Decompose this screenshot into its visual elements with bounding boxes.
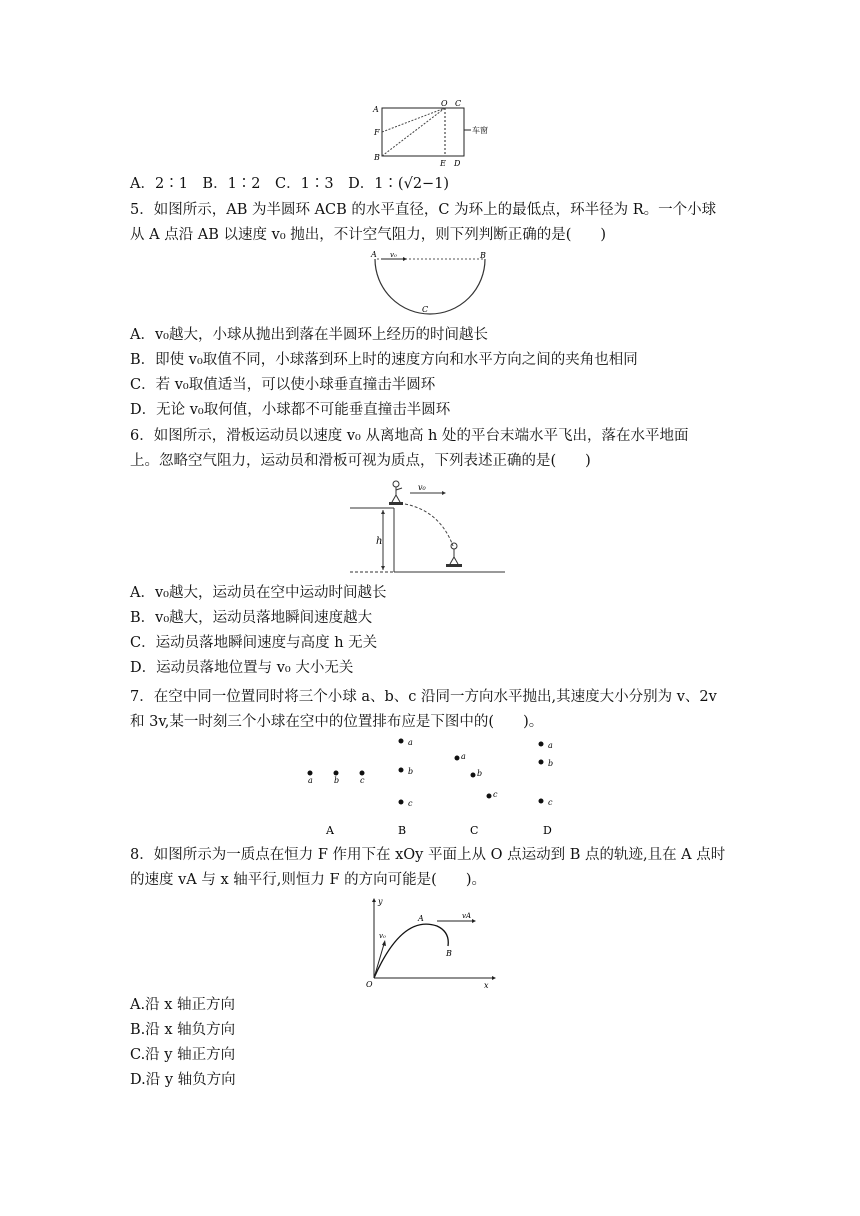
q8-option-C: C.沿 y 轴正方向 [130, 1047, 236, 1063]
label-F: F [374, 128, 380, 137]
q8-option-A: A.沿 x 轴正方向 [130, 997, 235, 1013]
panel-B [398, 738, 413, 837]
label-B: B [446, 949, 452, 958]
q8-stem-line1: 8．如图所示为一质点在恒力 F 作用下在 xOy 平面上从 O 点运动到 B 点的轨迹,且在 A 点时 [130, 847, 726, 863]
q5-option-A: A．v₀越大，小球从抛出到落在半圆环上经历的时间越长 [130, 327, 488, 343]
skateboarder-figure [350, 476, 510, 578]
q6-option-D: D．运动员落地位置与 v₀ 大小无关 [130, 660, 354, 676]
label-C: C [455, 100, 462, 108]
panel-label-A: A [326, 824, 334, 837]
car-window-figure [365, 100, 495, 170]
panel-C [455, 752, 499, 837]
axis-label-y: y [378, 897, 383, 906]
ball-label-a: a [408, 738, 413, 747]
label-E: E [440, 159, 446, 168]
label-B: B [480, 251, 486, 260]
ball-label-c: c [493, 790, 498, 799]
semicircle-figure [365, 249, 495, 321]
q8-stem-line2: 的速度 vA 与 x 轴平行,则恒力 F 的方向可能是( )。 [130, 872, 486, 888]
ball-label-b: b [408, 767, 414, 776]
label-v0: v₀ [390, 251, 397, 259]
q6-option-C: C．运动员落地瞬间速度与高度 h 无关 [130, 635, 378, 651]
q5-option-B: B．即使 v₀取值不同，小球落到环上时的速度方向和水平方向之间的夹角也相同 [130, 352, 638, 368]
label-O: O [441, 100, 448, 108]
q5-stem-line1: 5．如图所示，AB 为半圆环 ACB 的水平直径，C 为环上的最低点，环半径为 R。一个小球 [130, 202, 717, 218]
ball-positions-figure [300, 734, 570, 840]
q7-stem-line2: 和 3v,某一时刻三个小球在空中的位置排布应是下图中的( )。 [130, 714, 544, 730]
trajectory-figure [362, 894, 502, 990]
ball-label-c: c [360, 776, 365, 785]
label-D: D [454, 159, 461, 168]
q7-stem-line1: 7．在空中同一位置同时将三个小球 a、b、c 沿同一方向水平抛出,其速度大小分别为 v、2v [130, 689, 717, 705]
label-C: C [422, 305, 429, 314]
label-vA: vA [462, 912, 472, 920]
label-A: A [373, 105, 379, 114]
label-B: B [374, 153, 380, 162]
q4-options: A．2∶1 B．1∶2 C．1∶3 D．1∶(√2−1) [130, 176, 450, 192]
label-A: A [371, 250, 377, 259]
q5-option-C: C．若 v₀取值适当，可以使小球垂直撞击半圆环 [130, 377, 436, 393]
q6-stem-line2: 上。忽略空气阻力，运动员和滑板可视为质点，下列表述正确的是( ) [130, 453, 591, 469]
ball-label-b: b [548, 759, 554, 768]
q5-stem-line2: 从 A 点沿 AB 以速度 v₀ 抛出，不计空气阻力，则下列判断正确的是( ) [130, 227, 607, 243]
ball-label-c: c [548, 798, 553, 807]
q6-stem-line1: 6．如图所示，滑板运动员以速度 v₀ 从离地高 h 处的平台末端水平飞出，落在水平地面 [130, 428, 689, 444]
panel-A [308, 771, 366, 838]
q8-option-B: B.沿 x 轴负方向 [130, 1022, 236, 1038]
panel-label-B: B [398, 824, 407, 837]
label-A: A [418, 914, 424, 923]
label-v0: v₀ [418, 483, 426, 492]
ball-label-b: b [477, 769, 483, 778]
label-car-window: 车窗 [472, 126, 488, 135]
panel-label-C: C [470, 824, 479, 837]
panel-label-D: D [543, 824, 552, 837]
ball-label-c: c [408, 799, 413, 808]
ball-label-b: b [334, 776, 340, 785]
panel-D [539, 741, 554, 837]
axis-label-x: x [484, 981, 489, 990]
ball-label-a: a [308, 776, 313, 785]
q6-option-A: A．v₀越大，运动员在空中运动时间越长 [130, 585, 387, 601]
label-v0: v₀ [379, 932, 386, 940]
ball-label-a: a [548, 741, 553, 750]
label-h: h [376, 536, 383, 547]
q6-option-B: B．v₀越大，运动员落地瞬间速度越大 [130, 610, 373, 626]
label-O: O [366, 980, 373, 989]
ball-label-a: a [461, 752, 466, 761]
q8-option-D: D.沿 y 轴负方向 [130, 1072, 236, 1088]
q5-option-D: D．无论 v₀取何值，小球都不可能垂直撞击半圆环 [130, 402, 451, 418]
